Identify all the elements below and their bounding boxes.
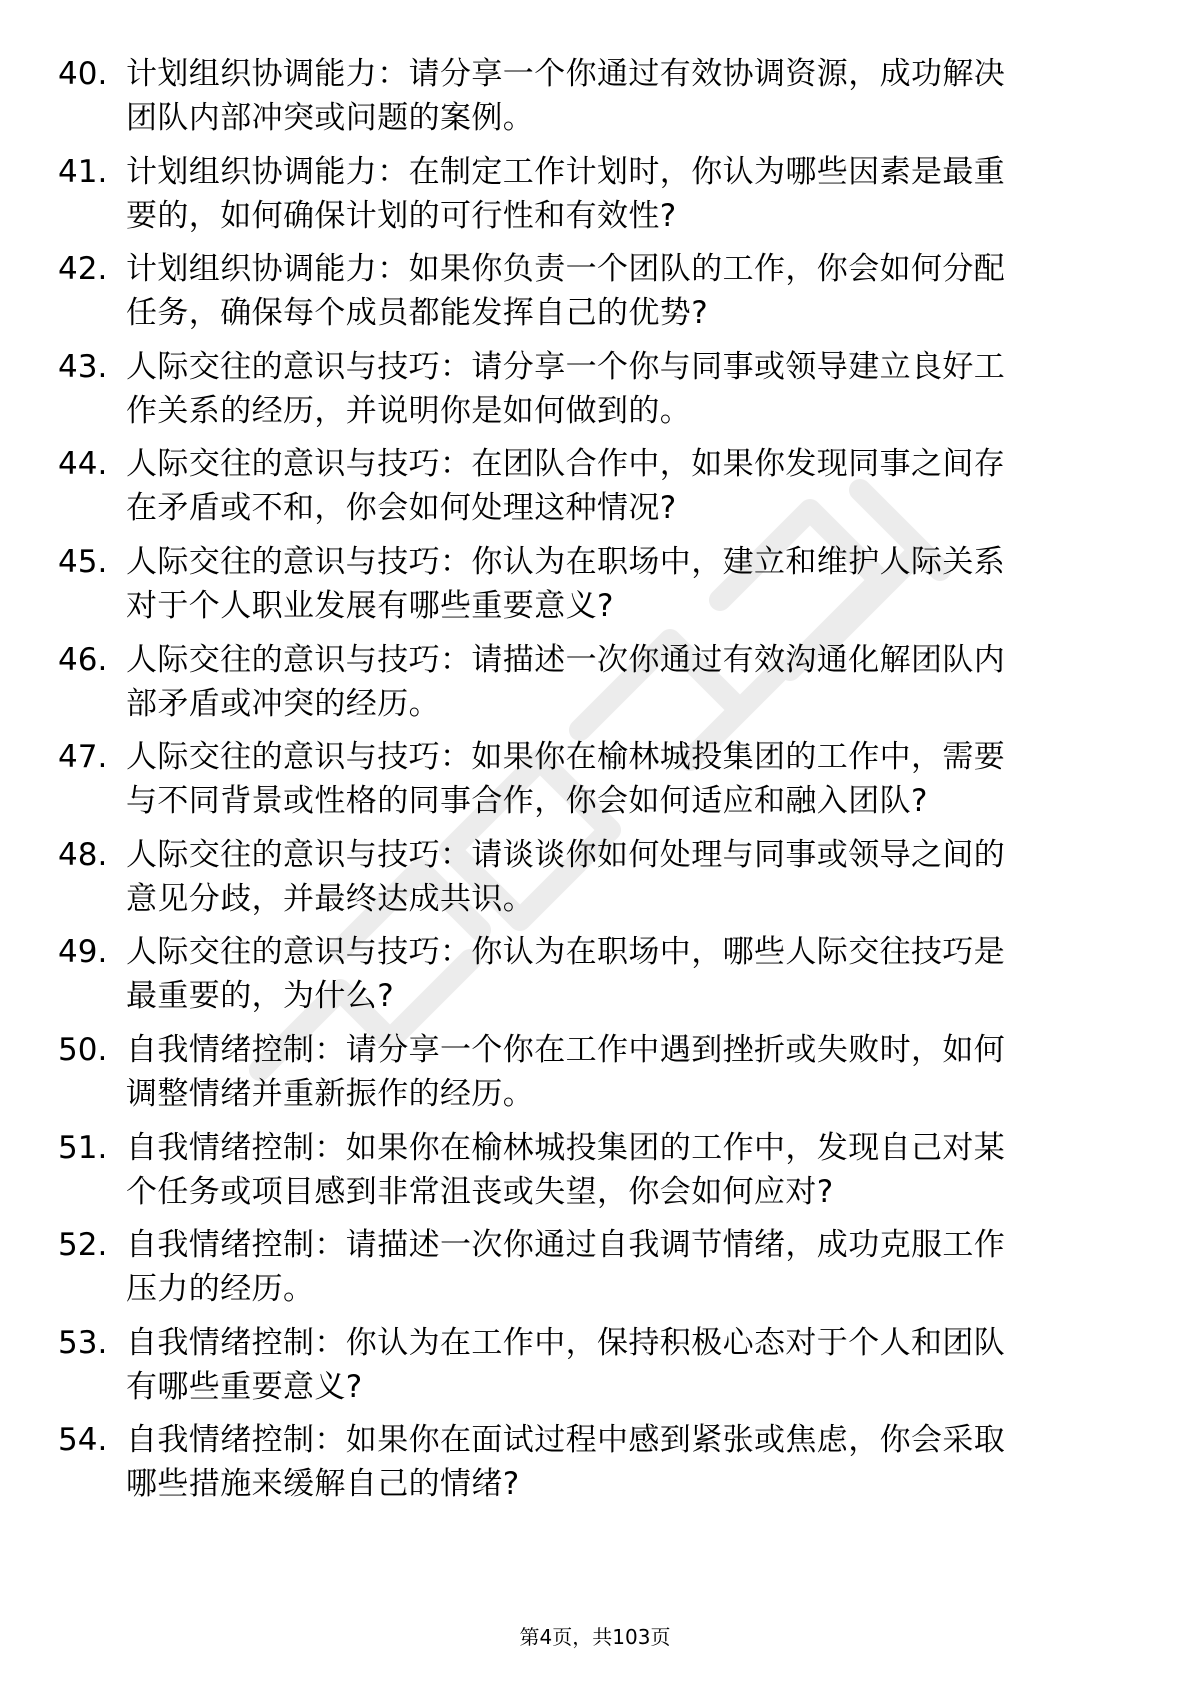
question-text: 人际交往的意识与技巧：在团队合作中，如果你发现同事之间存 在矛盾或不和，你会如何处理这种情况?: [126, 446, 1006, 527]
question-text: 人际交往的意识与技巧：请谈谈你如何处理与同事或领导之间的 意见分歧，并最终达成共识。: [126, 836, 1006, 917]
question-text: 自我情绪控制：请描述一次你通过自我调节情绪，成功克服工作 压力的经历。: [126, 1227, 1006, 1308]
question-text: 计划组织协调能力：在制定工作计划时，你认为哪些因素是最重 要的，如何确保计划的可行性和有效性?: [126, 153, 1006, 234]
question-number: 44.: [58, 446, 108, 483]
question-number: 40.: [58, 56, 108, 92]
question-text: 计划组织协调能力：如果你负责一个团队的工作，你会如何分配 任务，确保每个成员都能发挥自己的优势?: [126, 251, 1006, 332]
list-item: [58, 833, 1108, 931]
list-item: [58, 52, 1108, 150]
question-text: 人际交往的意识与技巧：你认为在职场中，哪些人际交往技巧是 最重要的，为什么?: [126, 934, 1006, 1015]
list-item: [58, 247, 1108, 345]
question-text: 人际交往的意识与技巧：你认为在职场中，建立和维护人际关系 对于个人职业发展有哪些重要意义?: [126, 543, 1006, 624]
list-item: [58, 345, 1108, 443]
list-item: [58, 442, 1108, 540]
question-text: 自我情绪控制：如果你在面试过程中感到紧张或焦虑，你会采取 哪些措施来缓解自己的情绪?: [126, 1422, 1006, 1503]
question-number: 52.: [58, 1227, 108, 1264]
question-text: 人际交往的意识与技巧：请分享一个你与同事或领导建立良好工 作关系的经历，并说明你是如何做到的。: [126, 348, 1006, 429]
question-number: 49.: [58, 934, 108, 971]
question-list: [58, 52, 1108, 1516]
page-number-label: 第4页，共103页: [519, 1625, 671, 1649]
question-text: 自我情绪控制：请分享一个你在工作中遇到挫折或失败时，如何 调整情绪并重新振作的经历。: [126, 1031, 1006, 1112]
question-number: 47.: [58, 739, 108, 776]
question-number: 41.: [58, 153, 108, 190]
list-item: [58, 1321, 1108, 1419]
question-text: 自我情绪控制：如果你在榆林城投集团的工作中，发现自己对某 个任务或项目感到非常沮丧或失望，你会如何应对?: [126, 1129, 1006, 1210]
question-text: 人际交往的意识与技巧：如果你在榆林城投集团的工作中，需要 与不同背景或性格的同事合作，你会如何适应和融入团队?: [126, 739, 1006, 820]
list-item: [58, 735, 1108, 833]
question-number: 54.: [58, 1422, 108, 1459]
question-text: 人际交往的意识与技巧：请描述一次你通过有效沟通化解团队内 部矛盾或冲突的经历。: [126, 641, 1006, 722]
list-item: [58, 1418, 1108, 1516]
list-item: [58, 1028, 1108, 1126]
question-number: 45.: [58, 543, 108, 580]
list-item: [58, 1223, 1108, 1321]
list-item: [58, 540, 1108, 638]
question-number: 53.: [58, 1324, 108, 1361]
list-item: [58, 638, 1108, 736]
question-text: 计划组织协调能力：请分享一个你通过有效协调资源，成功解决 团队内部冲突或问题的案例。: [126, 56, 1006, 136]
question-number: 46.: [58, 641, 108, 678]
question-number: 51.: [58, 1129, 108, 1166]
question-number: 50.: [58, 1031, 108, 1068]
list-item: [58, 150, 1108, 248]
question-number: 43.: [58, 348, 108, 385]
list-item: [58, 1126, 1108, 1224]
question-number: 48.: [58, 836, 108, 873]
page-footer: [0, 1624, 1190, 1650]
question-text: 自我情绪控制：你认为在工作中，保持积极心态对于个人和团队 有哪些重要意义?: [126, 1324, 1006, 1405]
list-item: [58, 930, 1108, 1028]
question-number: 42.: [58, 251, 108, 288]
